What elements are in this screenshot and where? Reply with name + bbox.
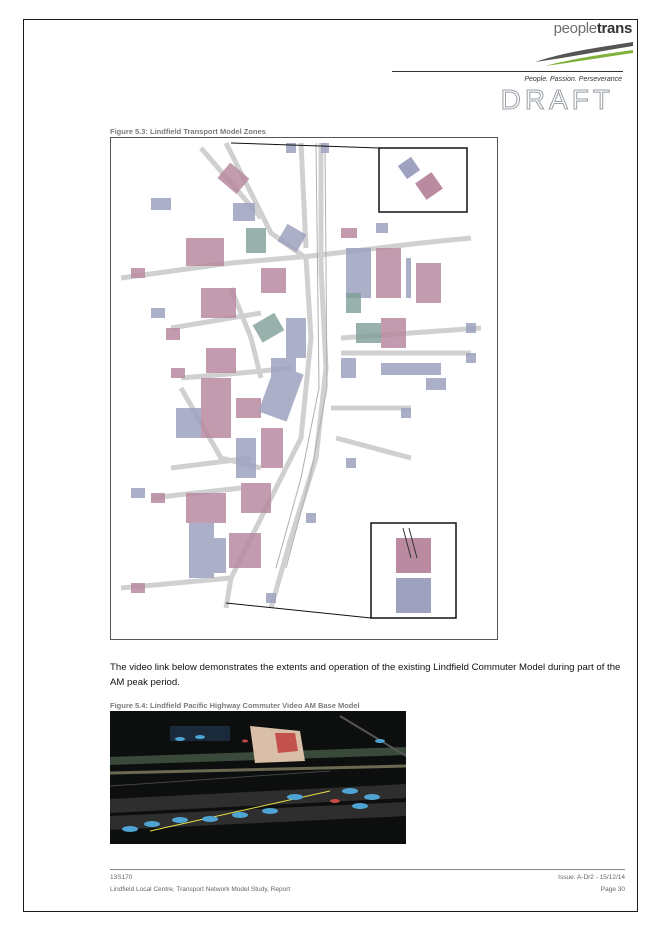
footer-page-number: Page 30 [600, 886, 625, 893]
footer-project-number: 13S170 [110, 874, 133, 881]
footer-report-title: Lindfield Local Centre, Transport Network Model Study, Report [110, 886, 291, 893]
draft-watermark: DRAFT [500, 84, 614, 115]
body-paragraph: The video link below demonstrates the extents and operation of the existing Lindfield Commuter Model during part of the AM peak period. [110, 662, 621, 688]
video-still-image [110, 711, 406, 844]
footer-rule [110, 869, 625, 870]
figure-caption-5-4: Figure 5.4: Lindfield Pacific Highway Commuter Video AM Base Model [110, 701, 360, 710]
logo-text-trans: trans [596, 20, 632, 37]
video-thumbnail[interactable] [110, 711, 406, 844]
figure-caption-5-3: Figure 5.3: Lindfield Transport Model Zones [110, 127, 266, 136]
zone-map-image [111, 138, 499, 641]
logo-text-people: people [553, 20, 597, 37]
footer-issue: Issue: A-Dr2 - 15/12/14 [558, 874, 625, 881]
tagline: People. Passion. Perseverance [524, 76, 622, 83]
header-rule [392, 71, 623, 72]
logo-wordmark [554, 20, 632, 37]
zone-map-figure [110, 137, 498, 640]
